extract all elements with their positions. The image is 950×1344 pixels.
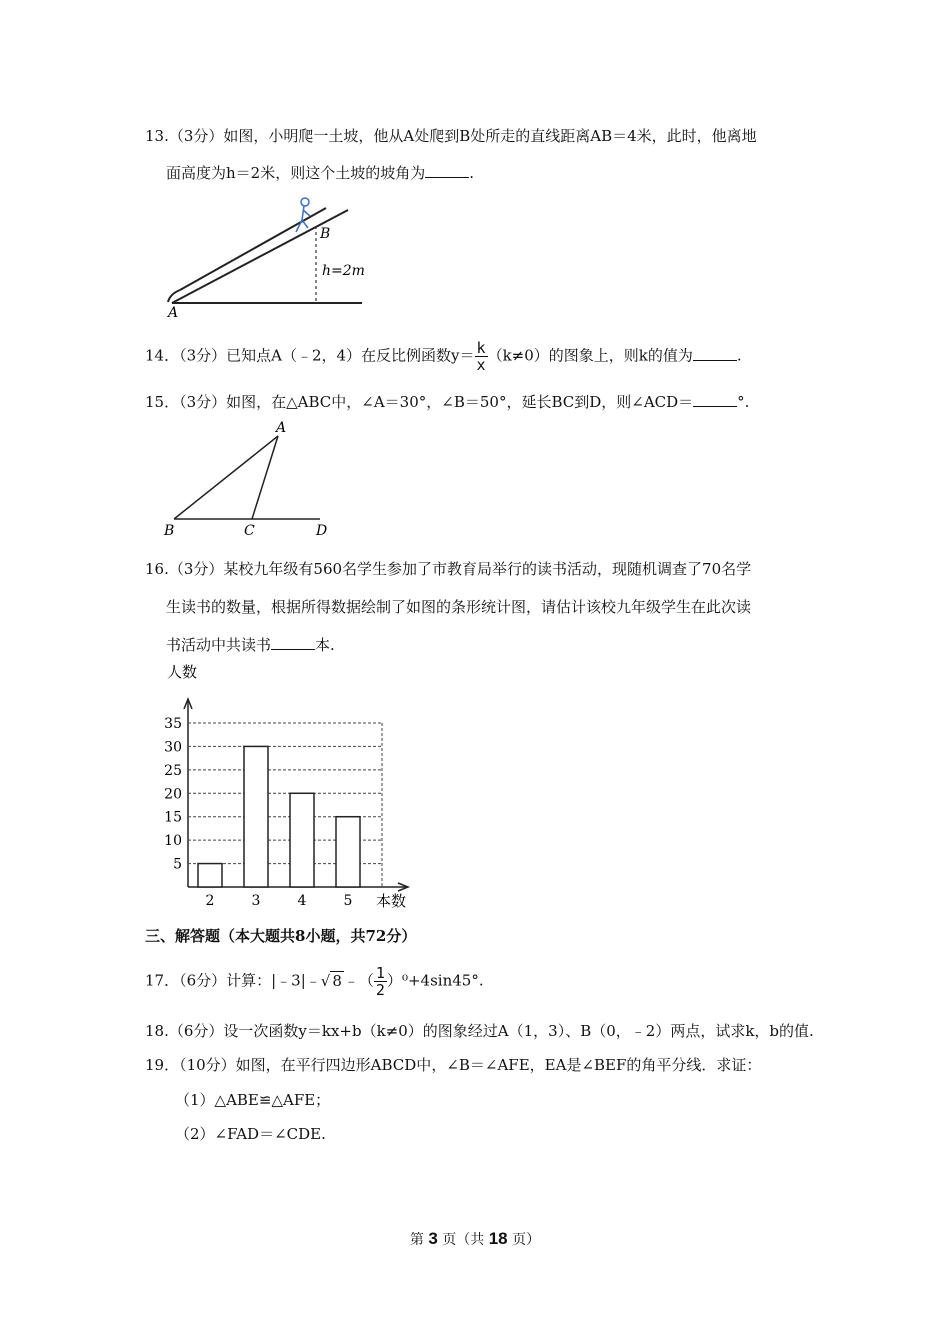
q16-answer-blank [271, 635, 315, 650]
chart-ylabel: 人数 [167, 663, 198, 681]
q13-slope-figure [160, 190, 380, 320]
q14-fraction: $\frac{k}{x}$ [476, 339, 486, 374]
chart-y-tick-label: 10 [164, 833, 182, 850]
chart-y-tick-label: 15 [164, 809, 182, 826]
q16-bar-chart [150, 655, 420, 910]
chart-x-tick-label: 5 [343, 893, 353, 909]
q15-answer-blank [693, 392, 737, 407]
chart-y-tick-label: 5 [173, 856, 182, 873]
q16-line1: 16.（3分）某校九年级有560名学生参加了市教育局举行的读书活动，现随机调查了70名学 [145, 560, 752, 578]
q15-line: 15．（3分）如图，在△ABC中，∠A＝30°，∠B＝50°，延长BC到D，则∠ACD＝ °. [145, 393, 750, 411]
q15-label-C: C [244, 523, 255, 539]
q19-line1: 19．（10分）如图，在平行四边形ABCD中，∠B＝∠AFE，EA是∠BEF的角平分线．求证： [145, 1056, 762, 1074]
chart-y-tick-label: 25 [164, 762, 182, 779]
q18-line: 18.（6分）设一次函数y＝kx+b（k≠0）的图象经过A（1，3）、B（0，﹣2）两点，试求k，b的值. [145, 1022, 814, 1040]
climber-icon [296, 198, 310, 232]
chart-x-tick-label: 4 [297, 893, 307, 909]
page-footer: 第 3 页（共 18 页） [409, 1229, 541, 1248]
q15-label-B: B [164, 523, 175, 539]
q15-label-D: D [316, 523, 328, 539]
q14-line: 14．（3分）已知点A（﹣2，4）在反比例函数y＝ $\frac{k}{x}$ （k≠0）的图象上，则k的值为 . [145, 339, 742, 374]
q13-line2: 面高度为h＝2米，则这个土坡的坡角为 . [166, 164, 474, 182]
q19-part1: （1）△ABE≌△AFE； [175, 1091, 331, 1109]
q16-line3: 书活动中共读书 本. [166, 636, 335, 654]
q13-label-B: B [320, 226, 331, 242]
page-number: 3 [428, 1229, 438, 1248]
q13-answer-blank [425, 163, 469, 178]
q16-line2: 生读书的数量，根据所得数据绘制了如图的条形统计图，请估计该校九年级学生在此次读 [166, 598, 752, 616]
q14-answer-blank [693, 346, 737, 361]
chart-bar [198, 864, 222, 887]
q13-label-A: A [168, 305, 179, 320]
q17-sqrt: √ 8 [320, 971, 342, 990]
q15-label-A: A [276, 420, 287, 436]
q13-label-h: h=2m [322, 263, 365, 279]
page-total: 18 [488, 1229, 508, 1248]
chart-bar [336, 817, 360, 887]
q19-part2: （2）∠FAD＝∠CDE. [175, 1125, 326, 1143]
section3-title: 三、解答题（本大题共8小题，共72分） [145, 927, 417, 945]
chart-x-tick-label: 3 [251, 893, 261, 909]
chart-y-tick-label: 35 [164, 716, 182, 732]
q13-line1: 13.（3分）如图，小明爬一土坡，他从A处爬到B处所走的直线距离AB＝4米，此时，他离地 [145, 127, 757, 145]
chart-xlabel: 本数 [376, 892, 407, 910]
chart-y-tick-label: 20 [164, 786, 182, 803]
chart-bar [244, 746, 268, 887]
chart-bar [290, 793, 314, 887]
q15-triangle-figure [160, 418, 340, 540]
chart-y-tick-label: 30 [164, 739, 182, 756]
q17-line: 17．（6分）计算：|﹣3|﹣√ 8 ﹣（ $\frac{1}{2}$ ）⁰+4sin45°. [145, 964, 484, 999]
chart-x-tick-label: 2 [205, 893, 215, 909]
q17-fraction: $\frac{1}{2}$ [375, 964, 385, 999]
